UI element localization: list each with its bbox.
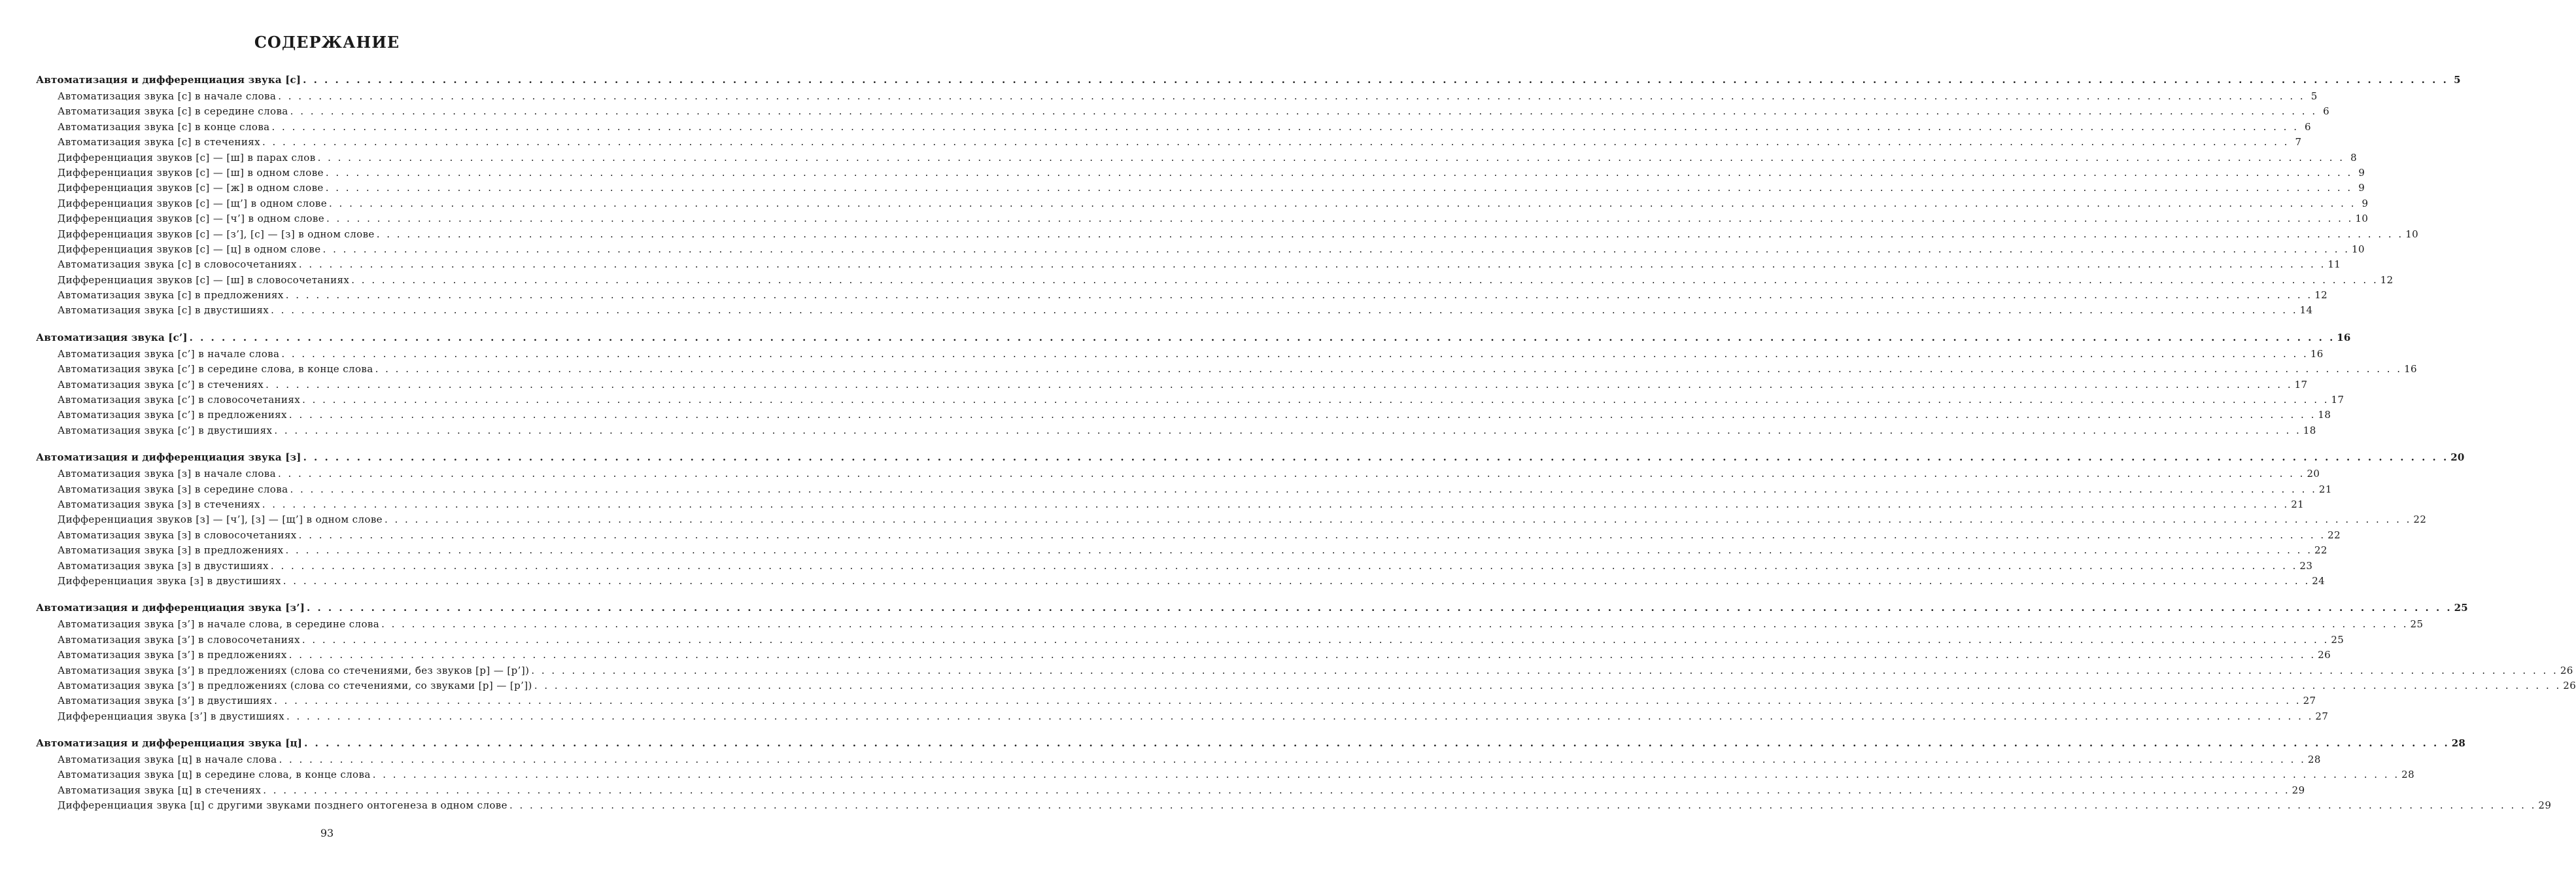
toc-entry-title: Дифференциация звука [з’] в двустишиях [58, 710, 284, 722]
toc-entry-page: 16 [2310, 347, 2324, 360]
dot-leader: . . . . . . . . . . . . . . . . . . . . . . . . . . . . . . . . . . . . . . . . . . . . . . . . . . . . . . . . . . . . . . . . . . . . . . . . . . . . . . . . . . . . . . . . . . . . . . . . . . . . . . . . . . . . . . . . . . . . . . . . . . . . . . . . . . . . . . . . . . . . . . . . . . . . . . . . . . . . . . . . . . . . . . . . . . . . . . . . . . . . . . . . . . . . . . . . . . . . . . . . [277, 468, 2305, 480]
dot-leader: . . . . . . . . . . . . . . . . . . . . . . . . . . . . . . . . . . . . . . . . . . . . . . . . . . . . . . . . . . . . . . . . . . . . . . . . . . . . . . . . . . . . . . . . . . . . . . . . . . . . . . . . . . . . . . . . . . . . . . . . . . . . . . . . . . . . . . . . . . . . . . . . . . . . . . . . . . . . . . . . . . . . . . . . . . . . . . . . . . . . . . . . . . . . . . . . . . . . . . . . [325, 182, 2353, 194]
toc-item[interactable] [36, 288, 2328, 303]
toc-item[interactable] [36, 273, 2394, 288]
toc-entry-page: 10 [2405, 228, 2419, 240]
toc-entry-page: 29 [2292, 784, 2305, 796]
toc-item[interactable] [36, 166, 2365, 181]
toc-entry-title: Автоматизация звука [с’] в предложениях [58, 409, 287, 421]
toc-item[interactable] [36, 242, 2365, 257]
dot-leader: . . . . . . . . . . . . . . . . . . . . . . . . . . . . . . . . . . . . . . . . . . . . . . . . . . . . . . . . . . . . . . . . . . . . . . . . . . . . . . . . . . . . . . . . . . . . . . . . . . . . . . . . . . . . . . . . . . . . . . . . . . . . . . . . . . . . . . . . . . . . . . . . . . . . . . . . . . . . . . . . . . . . . . . . . . . . . . . . . . . . . . . . . . . . . . . . . . . . . . . . [509, 799, 2537, 812]
dot-leader: . . . . . . . . . . . . . . . . . . . . . . . . . . . . . . . . . . . . . . . . . . . . . . . . . . . . . . . . . . . . . . . . . . . . . . . . . . . . . . . . . . . . . . . . . . . . . . . . . . . . . . . . . . . . . . . . . . . . . . . . . . . . . . . . . . . . . . . . . . . . . . . . . . . . . . . . . . . . . . . . . . . . . . . . . . . . . . . . . . . . . . . . . . . . . . . . . . . . . . . . [262, 136, 2290, 148]
dot-leader: . . . . . . . . . . . . . . . . . . . . . . . . . . . . . . . . . . . . . . . . . . . . . . . . . . . . . . . . . . . . . . . . . . . . . . . . . . . . . . . . . . . . . . . . . . . . . . . . . . . . . . . . . . . . . . . . . . . . . . . . . . . . . . . . . . . . . . . . . . . . . . . . . . . . . . . . . . . . . . . . . . . . . . . . . . . . . . . . . . . . . . . . . . . . . . . . . . . . . . . . [286, 710, 2314, 722]
dot-leader: . . . . . . . . . . . . . . . . . . . . . . . . . . . . . . . . . . . . . . . . . . . . . . . . . . . . . . . . . . . . . . . . . . . . . . . . . . . . . . . . . . . . . . . . . . . . . . . . . . . . . . . . . . . . . . . . . . . . . . . . . . . . . . . . . . . . . . . . . . . . . . . . . . . . . . . . . . . . . . . . . . . . . . . . . . . . . . . . . . . . . . . . . . . . . . . . . . . . . . . . [375, 363, 2403, 375]
toc-entry-title: Автоматизация звука [с] в середине слова [58, 105, 288, 118]
toc-section [36, 735, 2552, 814]
dot-leader: . . . . . . . . . . . . . . . . . . . . . . . . . . . . . . . . . . . . . . . . . . . . . . . . . . . . . . . . . . . . . . . . . . . . . . . . . . . . . . . . . . . . . . . . . . . . . . . . . . . . . . . . . . . . . . . . . . . . . . . . . . . . . . . . . . . . . . . . . . . . . . . . . . . . . . . . . . . . . . . . . . . . . . . . . . . . . . . . . . . . . . . . . . . . . . . . . . . . . . . . [290, 483, 2317, 495]
toc-section-heading[interactable] [36, 735, 2466, 752]
toc-entry-page: 17 [2331, 394, 2344, 406]
toc-entry-title: Автоматизация звука [с] в стечениях [58, 136, 260, 148]
dot-leader: . . . . . . . . . . . . . . . . . . . . . . . . . . . . . . . . . . . . . . . . . . . . . . . . . . . . . . . . . . . . . . . . . . . . . . . . . . . . . . . . . . . . . . . . . . . . . . . . . . . . . . . . . . . . . . . . . . . . . . . . . . . . . . . . . . . . . . . . . . . . . . . . . . . . . . . . . . . . . . . . . . . . . . . . . . . . . . . . . . . . . . . . . . . . . . . . . . . . . . . . [285, 544, 2312, 557]
dot-leader: . . . . . . . . . . . . . . . . . . . . . . . . . . . . . . . . . . . . . . . . . . . . . . . . . . . . . . . . . . . . . . . . . . . . . . . . . . . . . . . . . . . . . . . . . . . . . . . . . . . . . . . . . . . . . . . . . . . . . . . . . . . . . . . . . . . . . . . . . . . . . . . . . . . . . . . . . . . . . . . . . . . . . . . . . . . . . . . . . . . . . . . . . . . . . . . . . . . . . . . . [271, 304, 2298, 317]
toc-entry-page: 12 [2314, 289, 2328, 302]
toc-section-heading[interactable] [36, 600, 2468, 617]
toc-entry-page: 16 [2337, 331, 2351, 343]
toc-entry-page: 21 [2291, 498, 2305, 510]
toc-entry-title: Автоматизация звука [с’] в двустишиях [58, 424, 273, 436]
toc-entry-page: 17 [2294, 378, 2308, 391]
toc-entry-page: 21 [2318, 483, 2332, 495]
dot-leader: . . . . . . . . . . . . . . . . . . . . . . . . . . . . . . . . . . . . . . . . . . . . . . . . . . . . . . . . . . . . . . . . . . . . . . . . . . . . . . . . . . . . . . . . . . . . . . . . . . . . . . . . . . . . . . . . . . . . . . . . . . . . . . . . . . . . . . . . . . . . . . . . . . . . . . . . . . . . . . . . . . . . . . . . . . . . . . . . . . . . . . . . . . . . . . . . . . . . . . . . [304, 737, 2450, 750]
toc-entry-title: Автоматизация звука [з] в словосочетаниях [58, 529, 297, 541]
toc-item[interactable] [36, 303, 2313, 318]
toc-item[interactable] [36, 648, 2331, 663]
toc-entry-title: Автоматизация звука [с’] в середине слова, в конце слова [58, 363, 373, 375]
toc-entry-title: Дифференциация звуков [с] — [щ’] в одном слове [58, 197, 328, 209]
dot-leader: . . . . . . . . . . . . . . . . . . . . . . . . . . . . . . . . . . . . . . . . . . . . . . . . . . . . . . . . . . . . . . . . . . . . . . . . . . . . . . . . . . . . . . . . . . . . . . . . . . . . . . . . . . . . . . . . . . . . . . . . . . . . . . . . . . . . . . . . . . . . . . . . . . . . . . . . . . . . . . . . . . . . . . . . . . . . . . . . . . . . . . . . . . . . . . . . . . . . . . . . [262, 498, 2290, 510]
dot-leader: . . . . . . . . . . . . . . . . . . . . . . . . . . . . . . . . . . . . . . . . . . . . . . . . . . . . . . . . . . . . . . . . . . . . . . . . . . . . . . . . . . . . . . . . . . . . . . . . . . . . . . . . . . . . . . . . . . . . . . . . . . . . . . . . . . . . . . . . . . . . . . . . . . . . . . . . . . . . . . . . . . . . . . . . . . . . . . . . . . . . . . . . . . . . . . . . . . . . . . . . [278, 90, 2305, 102]
toc-entry-page: 25 [2454, 602, 2468, 614]
toc-item[interactable] [36, 693, 2316, 708]
toc-item[interactable] [36, 663, 2573, 678]
table-of-contents [36, 72, 2576, 825]
toc-item[interactable] [36, 709, 2329, 724]
dot-leader: . . . . . . . . . . . . . . . . . . . . . . . . . . . . . . . . . . . . . . . . . . . . . . . . . . . . . . . . . . . . . . . . . . . . . . . . . . . . . . . . . . . . . . . . . . . . . . . . . . . . . . . . . . . . . . . . . . . . . . . . . . . . . . . . . . . . . . . . . . . . . . . . . . . . . . . . . . . . . . . . . . . . . . . . . . . . . . . . . . . . . . . . . . . . . . . . . . . . . . . . [288, 409, 2316, 421]
toc-entry-page: 18 [2318, 409, 2331, 421]
toc-entry-title: Автоматизация звука [з’] в двустишиях [58, 695, 273, 707]
toc-entry-title: Автоматизация звука [с’] в начале слова [58, 347, 280, 360]
toc-entry-title: Дифференциация звуков [с] — [ж] в одном слове [58, 182, 324, 194]
dot-leader: . . . . . . . . . . . . . . . . . . . . . . . . . . . . . . . . . . . . . . . . . . . . . . . . . . . . . . . . . . . . . . . . . . . . . . . . . . . . . . . . . . . . . . . . . . . . . . . . . . . . . . . . . . . . . . . . . . . . . . . . . . . . . . . . . . . . . . . . . . . . . . . . . . . . . . . . . . . . . . . . . . . . . . . . . . . . . . . . . . . . . . . . . . . . . . . . . . . . . . . . [307, 602, 2452, 614]
toc-item[interactable] [36, 423, 2316, 438]
toc-entry-page: 6 [2305, 120, 2311, 133]
toc-item[interactable] [36, 482, 2332, 497]
dot-leader: . . . . . . . . . . . . . . . . . . . . . . . . . . . . . . . . . . . . . . . . . . . . . . . . . . . . . . . . . . . . . . . . . . . . . . . . . . . . . . . . . . . . . . . . . . . . . . . . . . . . . . . . . . . . . . . . . . . . . . . . . . . . . . . . . . . . . . . . . . . . . . . . . . . . . . . . . . . . . . . . . . . . . . . . . . . . . . . . . . . . . . . . . . . . . . . . . . . . . . . . [372, 769, 2400, 781]
toc-entry-page: 9 [2358, 166, 2365, 179]
toc-item[interactable] [36, 543, 2327, 558]
toc-item[interactable] [36, 257, 2341, 272]
toc-item[interactable] [36, 211, 2369, 226]
toc-entry-page: 22 [2327, 529, 2341, 541]
toc-entry-page: 27 [2303, 695, 2316, 707]
toc-entry-page: 28 [2307, 754, 2321, 766]
toc-entry-page: 8 [2350, 151, 2358, 164]
toc-entry-page: 11 [2327, 258, 2341, 271]
dot-leader: . . . . . . . . . . . . . . . . . . . . . . . . . . . . . . . . . . . . . . . . . . . . . . . . . . . . . . . . . . . . . . . . . . . . . . . . . . . . . . . . . . . . . . . . . . . . . . . . . . . . . . . . . . . . . . . . . . . . . . . . . . . . . . . . . . . . . . . . . . . . . . . . . . . . . . . . . . . . . . . . . . . . . . . . . . . . . . . . . . . . . . . . . . . . . . . . . . . . . . . . [381, 618, 2409, 631]
toc-item[interactable] [36, 377, 2308, 392]
dot-leader: . . . . . . . . . . . . . . . . . . . . . . . . . . . . . . . . . . . . . . . . . . . . . . . . . . . . . . . . . . . . . . . . . . . . . . . . . . . . . . . . . . . . . . . . . . . . . . . . . . . . . . . . . . . . . . . . . . . . . . . . . . . . . . . . . . . . . . . . . . . . . . . . . . . . . . . . . . . . . . . . . . . . . . . . . . . . . . . . . . . . . . . . . . . . . . . . . . . . . . . . [384, 514, 2412, 526]
toc-entry-title: Дифференциация звуков [с] — [ш] в одном слове [58, 166, 324, 179]
dot-leader: . . . . . . . . . . . . . . . . . . . . . . . . . . . . . . . . . . . . . . . . . . . . . . . . . . . . . . . . . . . . . . . . . . . . . . . . . . . . . . . . . . . . . . . . . . . . . . . . . . . . . . . . . . . . . . . . . . . . . . . . . . . . . . . . . . . . . . . . . . . . . . . . . . . . . . . . . . . . . . . . . . . . . . . . . . . . . . . . . . . . . . . . . . . . . . . . . . . . . . . . [534, 679, 2562, 691]
toc-item[interactable] [36, 783, 2305, 798]
dot-leader: . . . . . . . . . . . . . . . . . . . . . . . . . . . . . . . . . . . . . . . . . . . . . . . . . . . . . . . . . . . . . . . . . . . . . . . . . . . . . . . . . . . . . . . . . . . . . . . . . . . . . . . . . . . . . . . . . . . . . . . . . . . . . . . . . . . . . . . . . . . . . . . . . . . . . . . . . . . . . . . . . . . . . . . . . . . . . . . . . . . . . . . . . . . . . . . . . . . . . . . . [376, 228, 2404, 240]
dot-leader: . . . . . . . . . . . . . . . . . . . . . . . . . . . . . . . . . . . . . . . . . . . . . . . . . . . . . . . . . . . . . . . . . . . . . . . . . . . . . . . . . . . . . . . . . . . . . . . . . . . . . . . . . . . . . . . . . . . . . . . . . . . . . . . . . . . . . . . . . . . . . . . . . . . . . . . . . . . . . . . . . . . . . . . . . . . . . . . . . . . . . . . . . . . . . . . . . . . . . . . . [274, 424, 2301, 436]
toc-item[interactable] [36, 497, 2305, 512]
toc-item[interactable] [36, 752, 2321, 767]
toc-entry-title: Автоматизация звука [ц] в стечениях [58, 784, 262, 796]
toc-entry-title: Дифференциация звука [ц] с другими звуками позднего онтогенеза в одном слове [58, 799, 507, 812]
dot-leader: . . . . . . . . . . . . . . . . . . . . . . . . . . . . . . . . . . . . . . . . . . . . . . . . . . . . . . . . . . . . . . . . . . . . . . . . . . . . . . . . . . . . . . . . . . . . . . . . . . . . . . . . . . . . . . . . . . . . . . . . . . . . . . . . . . . . . . . . . . . . . . . . . . . . . . . . . . . . . . . . . . . . . . . . . . . . . . . . . . . . . . . . . . . . . . . . . . . . . . . . [531, 664, 2558, 676]
toc-entry-page: 22 [2314, 544, 2327, 557]
toc-entry-page: 12 [2380, 273, 2394, 286]
dot-leader: . . . . . . . . . . . . . . . . . . . . . . . . . . . . . . . . . . . . . . . . . . . . . . . . . . . . . . . . . . . . . . . . . . . . . . . . . . . . . . . . . . . . . . . . . . . . . . . . . . . . . . . . . . . . . . . . . . . . . . . . . . . . . . . . . . . . . . . . . . . . . . . . . . . . . . . . . . . . . . . . . . . . . . . . . . . . . . . . . . . . . . . . . . . . . . . . . . . . . . . . [302, 394, 2329, 406]
toc-entry-page: 25 [2331, 633, 2344, 646]
toc-item[interactable] [36, 150, 2358, 166]
toc-entry-title: Автоматизация звука [з’] в начале слова, в середине слова [58, 618, 380, 631]
toc-entry-title: Дифференциация звуков [с] — [ш] в словосочетаниях [58, 273, 350, 286]
dot-leader: . . . . . . . . . . . . . . . . . . . . . . . . . . . . . . . . . . . . . . . . . . . . . . . . . . . . . . . . . . . . . . . . . . . . . . . . . . . . . . . . . . . . . . . . . . . . . . . . . . . . . . . . . . . . . . . . . . . . . . . . . . . . . . . . . . . . . . . . . . . . . . . . . . . . . . . . . . . . . . . . . . . . . . . . . . . . . . . . . . . . . . . . . . . . . . . . . . . . . . . . [326, 213, 2354, 225]
toc-entry-title: Автоматизация звука [з’] в предложениях [58, 649, 287, 661]
toc-entry-title: Дифференциация звуков [с] — [ч’] в одном слове [58, 213, 324, 225]
page-title: СОДЕРЖАНИЕ [254, 33, 400, 52]
toc-entry-title: Автоматизация звука [с’] в словосочетаниях [58, 394, 301, 406]
toc-entry-title: Автоматизация и дифференциация звука [з] [36, 451, 301, 464]
toc-entry-page: 9 [2361, 197, 2369, 209]
toc-entry-title: Дифференциация звуков [с] — [з’], [с] — [з] в одном слове [58, 228, 375, 240]
dot-leader: . . . . . . . . . . . . . . . . . . . . . . . . . . . . . . . . . . . . . . . . . . . . . . . . . . . . . . . . . . . . . . . . . . . . . . . . . . . . . . . . . . . . . . . . . . . . . . . . . . . . . . . . . . . . . . . . . . . . . . . . . . . . . . . . . . . . . . . . . . . . . . . . . . . . . . . . . . . . . . . . . . . . . . . . . . . . . . . . . . . . . . . . . . . . . . . . . . . . . . . . [329, 197, 2356, 209]
dot-leader: . . . . . . . . . . . . . . . . . . . . . . . . . . . . . . . . . . . . . . . . . . . . . . . . . . . . . . . . . . . . . . . . . . . . . . . . . . . . . . . . . . . . . . . . . . . . . . . . . . . . . . . . . . . . . . . . . . . . . . . . . . . . . . . . . . . . . . . . . . . . . . . . . . . . . . . . . . . . . . . . . . . . . . . . . . . . . . . . . . . . . . . . . . . . . . . . . . . . . . . . [301, 633, 2329, 646]
toc-entry-title: Автоматизация звука [с’] [36, 331, 188, 343]
toc-entry-page: 26 [2563, 679, 2576, 691]
dot-leader: . . . . . . . . . . . . . . . . . . . . . . . . . . . . . . . . . . . . . . . . . . . . . . . . . . . . . . . . . . . . . . . . . . . . . . . . . . . . . . . . . . . . . . . . . . . . . . . . . . . . . . . . . . . . . . . . . . . . . . . . . . . . . . . . . . . . . . . . . . . . . . . . . . . . . . . . . . . . . . . . . . . . . . . . . . . . . . . . . . . . . . . . . . . . . . . . . . . . . . . . [303, 74, 2448, 86]
toc-entry-title: Дифференциация звуков [с] — [ш] в парах слов [58, 151, 316, 164]
toc-entry-page: 9 [2358, 182, 2365, 194]
dot-leader: . . . . . . . . . . . . . . . . . . . . . . . . . . . . . . . . . . . . . . . . . . . . . . . . . . . . . . . . . . . . . . . . . . . . . . . . . . . . . . . . . . . . . . . . . . . . . . . . . . . . . . . . . . . . . . . . . . . . . . . . . . . . . . . . . . . . . . . . . . . . . . . . . . . . . . . . . . . . . . . . . . . . . . . . . . . . . . . . . . . . . . . . . . . . . . . . . . . . . . . . [189, 331, 2335, 343]
toc-item[interactable] [36, 181, 2365, 196]
toc-entry-title: Автоматизация звука [ц] в середине слова, в конце слова [58, 769, 371, 781]
toc-item[interactable] [36, 347, 2324, 362]
toc-entry-title: Автоматизация звука [з] в двустишиях [58, 559, 269, 572]
toc-entry-page: 28 [2451, 737, 2466, 750]
dot-leader: . . . . . . . . . . . . . . . . . . . . . . . . . . . . . . . . . . . . . . . . . . . . . . . . . . . . . . . . . . . . . . . . . . . . . . . . . . . . . . . . . . . . . . . . . . . . . . . . . . . . . . . . . . . . . . . . . . . . . . . . . . . . . . . . . . . . . . . . . . . . . . . . . . . . . . . . . . . . . . . . . . . . . . . . . . . . . . . . . . . . . . . . . . . . . . . . . . . . . . . . [281, 347, 2309, 360]
toc-section-heading[interactable] [36, 330, 2351, 347]
toc-item[interactable] [36, 559, 2313, 574]
toc-entry-page: 23 [2299, 559, 2313, 572]
toc-entry-title: Автоматизация звука [с] в предложениях [58, 289, 284, 302]
toc-section [36, 330, 2417, 438]
toc-item[interactable] [36, 196, 2369, 211]
page-number: 93 [320, 827, 334, 839]
dot-leader: . . . . . . . . . . . . . . . . . . . . . . . . . . . . . . . . . . . . . . . . . . . . . . . . . . . . . . . . . . . . . . . . . . . . . . . . . . . . . . . . . . . . . . . . . . . . . . . . . . . . . . . . . . . . . . . . . . . . . . . . . . . . . . . . . . . . . . . . . . . . . . . . . . . . . . . . . . . . . . . . . . . . . . . . . . . . . . . . . . . . . . . . . . . . . . . . . . . . . . . . [298, 529, 2326, 541]
toc-entry-title: Автоматизация звука [з’] в предложениях (слова со стечениями, без звуков [р] — [р’]) [58, 664, 530, 676]
dot-leader: . . . . . . . . . . . . . . . . . . . . . . . . . . . . . . . . . . . . . . . . . . . . . . . . . . . . . . . . . . . . . . . . . . . . . . . . . . . . . . . . . . . . . . . . . . . . . . . . . . . . . . . . . . . . . . . . . . . . . . . . . . . . . . . . . . . . . . . . . . . . . . . . . . . . . . . . . . . . . . . . . . . . . . . . . . . . . . . . . . . . . . . . . . . . . . . . . . . . . . . . [325, 166, 2353, 179]
dot-leader: . . . . . . . . . . . . . . . . . . . . . . . . . . . . . . . . . . . . . . . . . . . . . . . . . . . . . . . . . . . . . . . . . . . . . . . . . . . . . . . . . . . . . . . . . . . . . . . . . . . . . . . . . . . . . . . . . . . . . . . . . . . . . . . . . . . . . . . . . . . . . . . . . . . . . . . . . . . . . . . . . . . . . . . . . . . . . . . . . . . . . . . . . . . . . . . . . . . . . . . . [283, 574, 2310, 587]
dot-leader: . . . . . . . . . . . . . . . . . . . . . . . . . . . . . . . . . . . . . . . . . . . . . . . . . . . . . . . . . . . . . . . . . . . . . . . . . . . . . . . . . . . . . . . . . . . . . . . . . . . . . . . . . . . . . . . . . . . . . . . . . . . . . . . . . . . . . . . . . . . . . . . . . . . . . . . . . . . . . . . . . . . . . . . . . . . . . . . . . . . . . . . . . . . . . . . . . . . . . . . . [317, 151, 2345, 164]
dot-leader: . . . . . . . . . . . . . . . . . . . . . . . . . . . . . . . . . . . . . . . . . . . . . . . . . . . . . . . . . . . . . . . . . . . . . . . . . . . . . . . . . . . . . . . . . . . . . . . . . . . . . . . . . . . . . . . . . . . . . . . . . . . . . . . . . . . . . . . . . . . . . . . . . . . . . . . . . . . . . . . . . . . . . . . . . . . . . . . . . . . . . . . . . . . . . . . . . . . . . . . . [270, 559, 2298, 572]
dot-leader: . . . . . . . . . . . . . . . . . . . . . . . . . . . . . . . . . . . . . . . . . . . . . . . . . . . . . . . . . . . . . . . . . . . . . . . . . . . . . . . . . . . . . . . . . . . . . . . . . . . . . . . . . . . . . . . . . . . . . . . . . . . . . . . . . . . . . . . . . . . . . . . . . . . . . . . . . . . . . . . . . . . . . . . . . . . . . . . . . . . . . . . . . . . . . . . . . . . . . . . . [274, 695, 2301, 707]
toc-entry-page: 26 [2560, 664, 2573, 676]
toc-entry-title: Дифференциация звуков [з] — [ч’], [з] — [щ’] в одном слове [58, 514, 383, 526]
toc-item[interactable] [36, 120, 2311, 135]
toc-entry-page: 10 [2355, 213, 2369, 225]
toc-item[interactable] [36, 135, 2302, 150]
toc-item[interactable] [36, 362, 2417, 377]
toc-entry-page: 22 [2413, 514, 2427, 526]
toc-section-heading[interactable] [36, 449, 2465, 466]
toc-entry-title: Автоматизация и дифференциация звука [с] [36, 74, 301, 86]
toc-entry-page: 26 [2318, 649, 2331, 661]
toc-entry-title: Автоматизация звука [с] в двустишиях [58, 304, 269, 317]
dot-leader: . . . . . . . . . . . . . . . . . . . . . . . . . . . . . . . . . . . . . . . . . . . . . . . . . . . . . . . . . . . . . . . . . . . . . . . . . . . . . . . . . . . . . . . . . . . . . . . . . . . . . . . . . . . . . . . . . . . . . . . . . . . . . . . . . . . . . . . . . . . . . . . . . . . . . . . . . . . . . . . . . . . . . . . . . . . . . . . . . . . . . . . . . . . . . . . . . . . . . . . . [303, 451, 2449, 464]
toc-entry-page: 28 [2401, 769, 2415, 781]
dot-leader: . . . . . . . . . . . . . . . . . . . . . . . . . . . . . . . . . . . . . . . . . . . . . . . . . . . . . . . . . . . . . . . . . . . . . . . . . . . . . . . . . . . . . . . . . . . . . . . . . . . . . . . . . . . . . . . . . . . . . . . . . . . . . . . . . . . . . . . . . . . . . . . . . . . . . . . . . . . . . . . . . . . . . . . . . . . . . . . . . . . . . . . . . . . . . . . . . . . . . . . . [322, 243, 2350, 255]
toc-item[interactable] [36, 512, 2427, 527]
toc-entry-title: Дифференциация звука [з] в двустишиях [58, 574, 281, 587]
toc-entry-page: 5 [2310, 90, 2318, 102]
toc-entry-title: Автоматизация звука [з’] в предложениях (слова со стечениями, со звуками [р] — [р’]) [58, 679, 532, 691]
toc-item[interactable] [36, 227, 2419, 242]
toc-entry-title: Дифференциация звуков [с] — [ц] в одном слове [58, 243, 321, 255]
toc-entry-title: Автоматизация звука [з] в начале слова [58, 468, 276, 480]
toc-entry-title: Автоматизация звука [с] в конце слова [58, 120, 270, 133]
toc-entry-title: Автоматизация звука [с’] в стечениях [58, 378, 264, 391]
dot-leader: . . . . . . . . . . . . . . . . . . . . . . . . . . . . . . . . . . . . . . . . . . . . . . . . . . . . . . . . . . . . . . . . . . . . . . . . . . . . . . . . . . . . . . . . . . . . . . . . . . . . . . . . . . . . . . . . . . . . . . . . . . . . . . . . . . . . . . . . . . . . . . . . . . . . . . . . . . . . . . . . . . . . . . . . . . . . . . . . . . . . . . . . . . . . . . . . . . . . . . . . [266, 378, 2293, 391]
toc-item[interactable] [36, 574, 2326, 589]
toc-entry-page: 18 [2303, 424, 2316, 436]
toc-entry-page: 24 [2312, 574, 2326, 587]
toc-entry-title: Автоматизация звука [с] в начале слова [58, 90, 277, 102]
toc-entry-title: Автоматизация звука [з] в середине слова [58, 483, 288, 495]
toc-entry-title: Автоматизация звука [з] в стечениях [58, 498, 260, 510]
toc-entry-page: 6 [2323, 105, 2330, 118]
dot-leader: . . . . . . . . . . . . . . . . . . . . . . . . . . . . . . . . . . . . . . . . . . . . . . . . . . . . . . . . . . . . . . . . . . . . . . . . . . . . . . . . . . . . . . . . . . . . . . . . . . . . . . . . . . . . . . . . . . . . . . . . . . . . . . . . . . . . . . . . . . . . . . . . . . . . . . . . . . . . . . . . . . . . . . . . . . . . . . . . . . . . . . . . . . . . . . . . . . . . . . . . [285, 289, 2313, 302]
toc-entry-title: Автоматизация звука [з’] в словосочетаниях [58, 633, 300, 646]
toc-item[interactable] [36, 89, 2318, 104]
toc-item[interactable] [36, 767, 2415, 782]
toc-item[interactable] [36, 678, 2576, 693]
toc-item[interactable] [36, 466, 2320, 481]
dot-leader: . . . . . . . . . . . . . . . . . . . . . . . . . . . . . . . . . . . . . . . . . . . . . . . . . . . . . . . . . . . . . . . . . . . . . . . . . . . . . . . . . . . . . . . . . . . . . . . . . . . . . . . . . . . . . . . . . . . . . . . . . . . . . . . . . . . . . . . . . . . . . . . . . . . . . . . . . . . . . . . . . . . . . . . . . . . . . . . . . . . . . . . . . . . . . . . . . . . . . . . . [263, 784, 2290, 796]
toc-entry-page: 20 [2450, 451, 2465, 464]
toc-entry-title: Автоматизация звука [ц] в начале слова [58, 754, 277, 766]
toc-entry-page: 25 [2410, 618, 2424, 631]
toc-entry-title: Автоматизация звука [з] в предложениях [58, 544, 284, 557]
toc-item[interactable] [36, 633, 2344, 648]
toc-entry-page: 7 [2295, 136, 2302, 148]
toc-section [36, 449, 2465, 589]
toc-section [36, 600, 2576, 724]
toc-entry-page: 29 [2538, 799, 2552, 812]
toc-entry-page: 14 [2299, 304, 2313, 317]
toc-entry-page: 16 [2404, 363, 2417, 375]
toc-entry-title: Автоматизация звука [с] в словосочетаниях [58, 258, 297, 271]
toc-entry-page: 5 [2454, 74, 2461, 86]
dot-leader: . . . . . . . . . . . . . . . . . . . . . . . . . . . . . . . . . . . . . . . . . . . . . . . . . . . . . . . . . . . . . . . . . . . . . . . . . . . . . . . . . . . . . . . . . . . . . . . . . . . . . . . . . . . . . . . . . . . . . . . . . . . . . . . . . . . . . . . . . . . . . . . . . . . . . . . . . . . . . . . . . . . . . . . . . . . . . . . . . . . . . . . . . . . . . . . . . . . . . . . . [298, 258, 2326, 271]
toc-item[interactable] [36, 798, 2552, 813]
dot-leader: . . . . . . . . . . . . . . . . . . . . . . . . . . . . . . . . . . . . . . . . . . . . . . . . . . . . . . . . . . . . . . . . . . . . . . . . . . . . . . . . . . . . . . . . . . . . . . . . . . . . . . . . . . . . . . . . . . . . . . . . . . . . . . . . . . . . . . . . . . . . . . . . . . . . . . . . . . . . . . . . . . . . . . . . . . . . . . . . . . . . . . . . . . . . . . . . . . . . . . . . [271, 120, 2299, 133]
toc-item[interactable] [36, 408, 2331, 423]
toc-item[interactable] [36, 528, 2341, 543]
toc-section-heading[interactable] [36, 72, 2461, 89]
toc-item[interactable] [36, 617, 2424, 632]
toc-entry-page: 27 [2315, 710, 2329, 722]
toc-entry-title: Автоматизация и дифференциация звука [з’] [36, 602, 305, 614]
toc-entry-page: 20 [2307, 468, 2320, 480]
toc-entry-title: Автоматизация и дифференциация звука [ц] [36, 737, 303, 750]
dot-leader: . . . . . . . . . . . . . . . . . . . . . . . . . . . . . . . . . . . . . . . . . . . . . . . . . . . . . . . . . . . . . . . . . . . . . . . . . . . . . . . . . . . . . . . . . . . . . . . . . . . . . . . . . . . . . . . . . . . . . . . . . . . . . . . . . . . . . . . . . . . . . . . . . . . . . . . . . . . . . . . . . . . . . . . . . . . . . . . . . . . . . . . . . . . . . . . . . . . . . . . . [290, 105, 2318, 118]
dot-leader: . . . . . . . . . . . . . . . . . . . . . . . . . . . . . . . . . . . . . . . . . . . . . . . . . . . . . . . . . . . . . . . . . . . . . . . . . . . . . . . . . . . . . . . . . . . . . . . . . . . . . . . . . . . . . . . . . . . . . . . . . . . . . . . . . . . . . . . . . . . . . . . . . . . . . . . . . . . . . . . . . . . . . . . . . . . . . . . . . . . . . . . . . . . . . . . . . . . . . . . . [351, 273, 2379, 286]
toc-item[interactable] [36, 392, 2344, 408]
dot-leader: . . . . . . . . . . . . . . . . . . . . . . . . . . . . . . . . . . . . . . . . . . . . . . . . . . . . . . . . . . . . . . . . . . . . . . . . . . . . . . . . . . . . . . . . . . . . . . . . . . . . . . . . . . . . . . . . . . . . . . . . . . . . . . . . . . . . . . . . . . . . . . . . . . . . . . . . . . . . . . . . . . . . . . . . . . . . . . . . . . . . . . . . . . . . . . . . . . . . . . . . [288, 649, 2316, 661]
toc-entry-page: 10 [2352, 243, 2365, 255]
toc-section [36, 72, 2461, 319]
dot-leader: . . . . . . . . . . . . . . . . . . . . . . . . . . . . . . . . . . . . . . . . . . . . . . . . . . . . . . . . . . . . . . . . . . . . . . . . . . . . . . . . . . . . . . . . . . . . . . . . . . . . . . . . . . . . . . . . . . . . . . . . . . . . . . . . . . . . . . . . . . . . . . . . . . . . . . . . . . . . . . . . . . . . . . . . . . . . . . . . . . . . . . . . . . . . . . . . . . . . . . . . [279, 754, 2306, 766]
toc-item[interactable] [36, 104, 2330, 119]
